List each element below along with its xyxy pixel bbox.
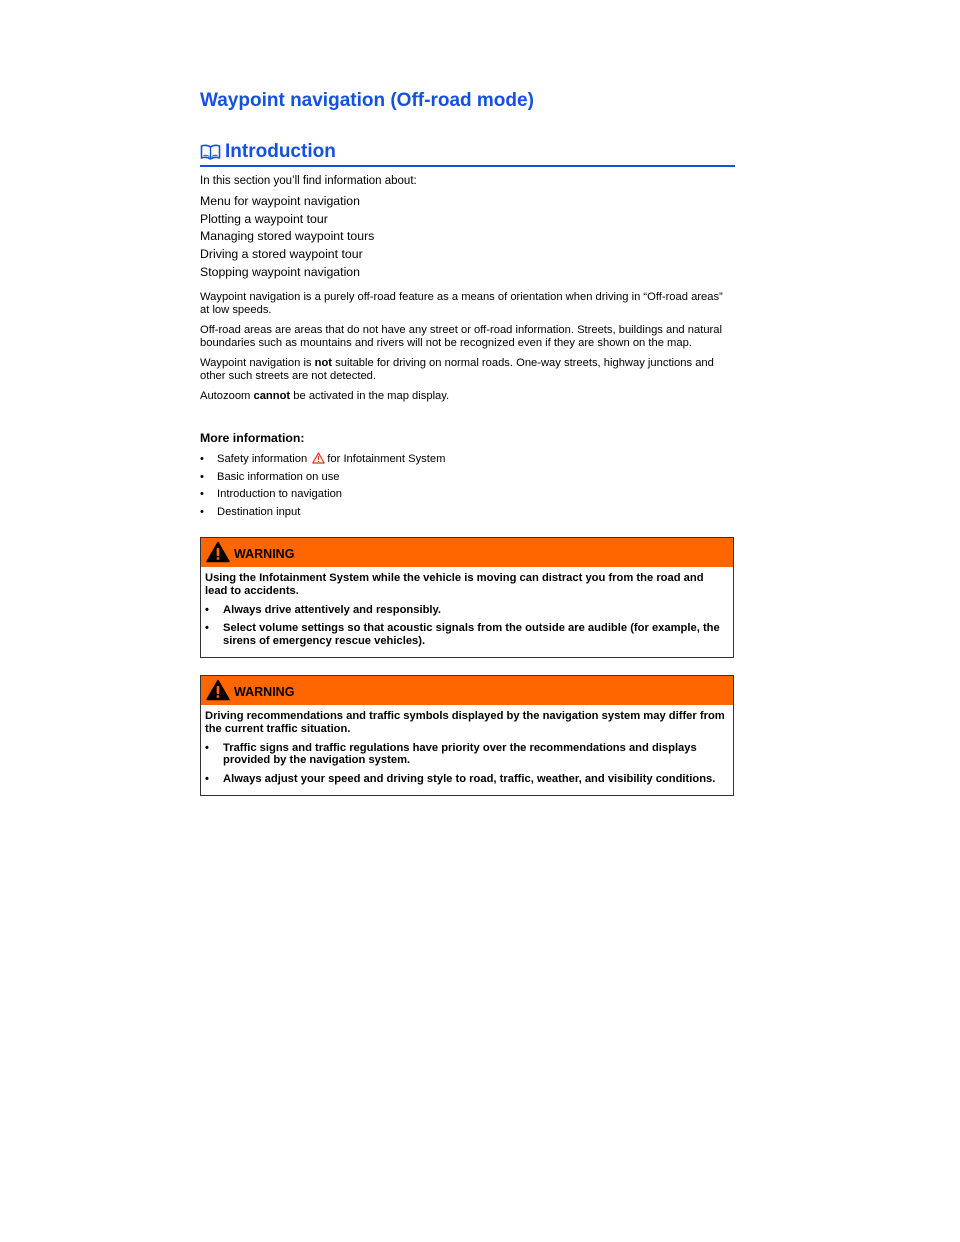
warning-text: Driving recommendations and traffic symbols displayed by the navigation system may differ from the current traffic situation. [205, 710, 725, 735]
intro-line: In this section you’ll find information about: [200, 175, 417, 187]
book-icon [200, 144, 221, 160]
bullet: • [200, 453, 204, 465]
more-info-heading: More information: [200, 431, 305, 445]
topic-list [200, 193, 374, 282]
topic-link-managing[interactable]: Managing stored waypoint tours [200, 229, 375, 244]
topic-item[interactable] [200, 246, 374, 264]
bullet: • [200, 470, 204, 483]
topic-link-menu[interactable]: Menu for waypoint navigation [200, 194, 360, 208]
warning-body [201, 705, 733, 795]
page-title: Waypoint navigation (Off-road mode) [200, 90, 534, 111]
link-intro-navigation[interactable]: Introduction to navigation [217, 488, 343, 501]
warning-box [200, 537, 734, 658]
warning-item: • Always adjust your speed and driving style to road, traffic, weather, and visibility conditions. [205, 773, 716, 786]
link-safety-info[interactable]: Safety information for Infotainment System [217, 453, 446, 465]
topic-item[interactable] [200, 264, 374, 282]
topic-link-stopping[interactable]: Stopping waypoint navigation [200, 264, 360, 279]
more-info-list [200, 451, 445, 522]
paragraph-offroad: Waypoint navigation is a purely off-road feature as a means of orientation when driving in “Off-road areas” at low speeds. [200, 291, 723, 317]
topic-link-driving[interactable]: Driving a stored waypoint tour [200, 247, 363, 262]
paragraph-autozoom: Autozoom cannot be activated in the map display. [200, 389, 450, 402]
warning-icon [206, 679, 230, 701]
warning-item: • Traffic signs and traffic regulations have priority over the recommendations and displays provided by the navigation system. [205, 741, 697, 767]
topic-link-plotting[interactable]: Plotting a waypoint tour [200, 211, 328, 226]
warning-body [201, 567, 733, 657]
body-paragraphs [200, 291, 735, 409]
warning-header [201, 538, 733, 567]
warning-icon [206, 541, 230, 563]
topic-item[interactable] [200, 193, 374, 211]
list-item[interactable] [200, 469, 445, 487]
warning-item: • Select volume settings so that acoustic signals from the outside are audible (for example, the sirens of emergency rescue vehicles). [205, 622, 720, 648]
warning-box [200, 675, 734, 796]
warning-header [201, 676, 733, 705]
warning-text: Using the Infotainment System while the vehicle is moving can distract you from the road and lead to accidents. [205, 572, 704, 597]
list-item[interactable] [200, 486, 445, 504]
topic-item[interactable] [200, 228, 374, 246]
link-basic-info[interactable]: Basic information on use [217, 470, 340, 483]
list-item[interactable] [200, 451, 445, 469]
warning-item: • Always drive attentively and responsibly. [205, 603, 442, 616]
bullet: • [200, 506, 204, 519]
topic-item[interactable] [200, 211, 374, 229]
warning-triangle-icon [312, 452, 325, 464]
warning-label: WARNING [234, 685, 295, 699]
paragraph-areas: Off-road areas are areas that do not have any street or off-road information. Streets, buildings and natural boundaries such as mountains and rivers will not be recognized even if they are shown on the map. [200, 323, 722, 350]
section-title: Introduction [225, 141, 336, 162]
link-destination-input[interactable]: Destination input [217, 506, 301, 519]
bullet: • [200, 488, 204, 501]
section-header [200, 141, 735, 167]
warning-label: WARNING [234, 547, 295, 561]
paragraph-not-suitable: Waypoint navigation is not suitable for driving on normal roads. One-way streets, highway junctions and other such streets are not detected. [200, 356, 714, 383]
list-item[interactable] [200, 504, 445, 522]
